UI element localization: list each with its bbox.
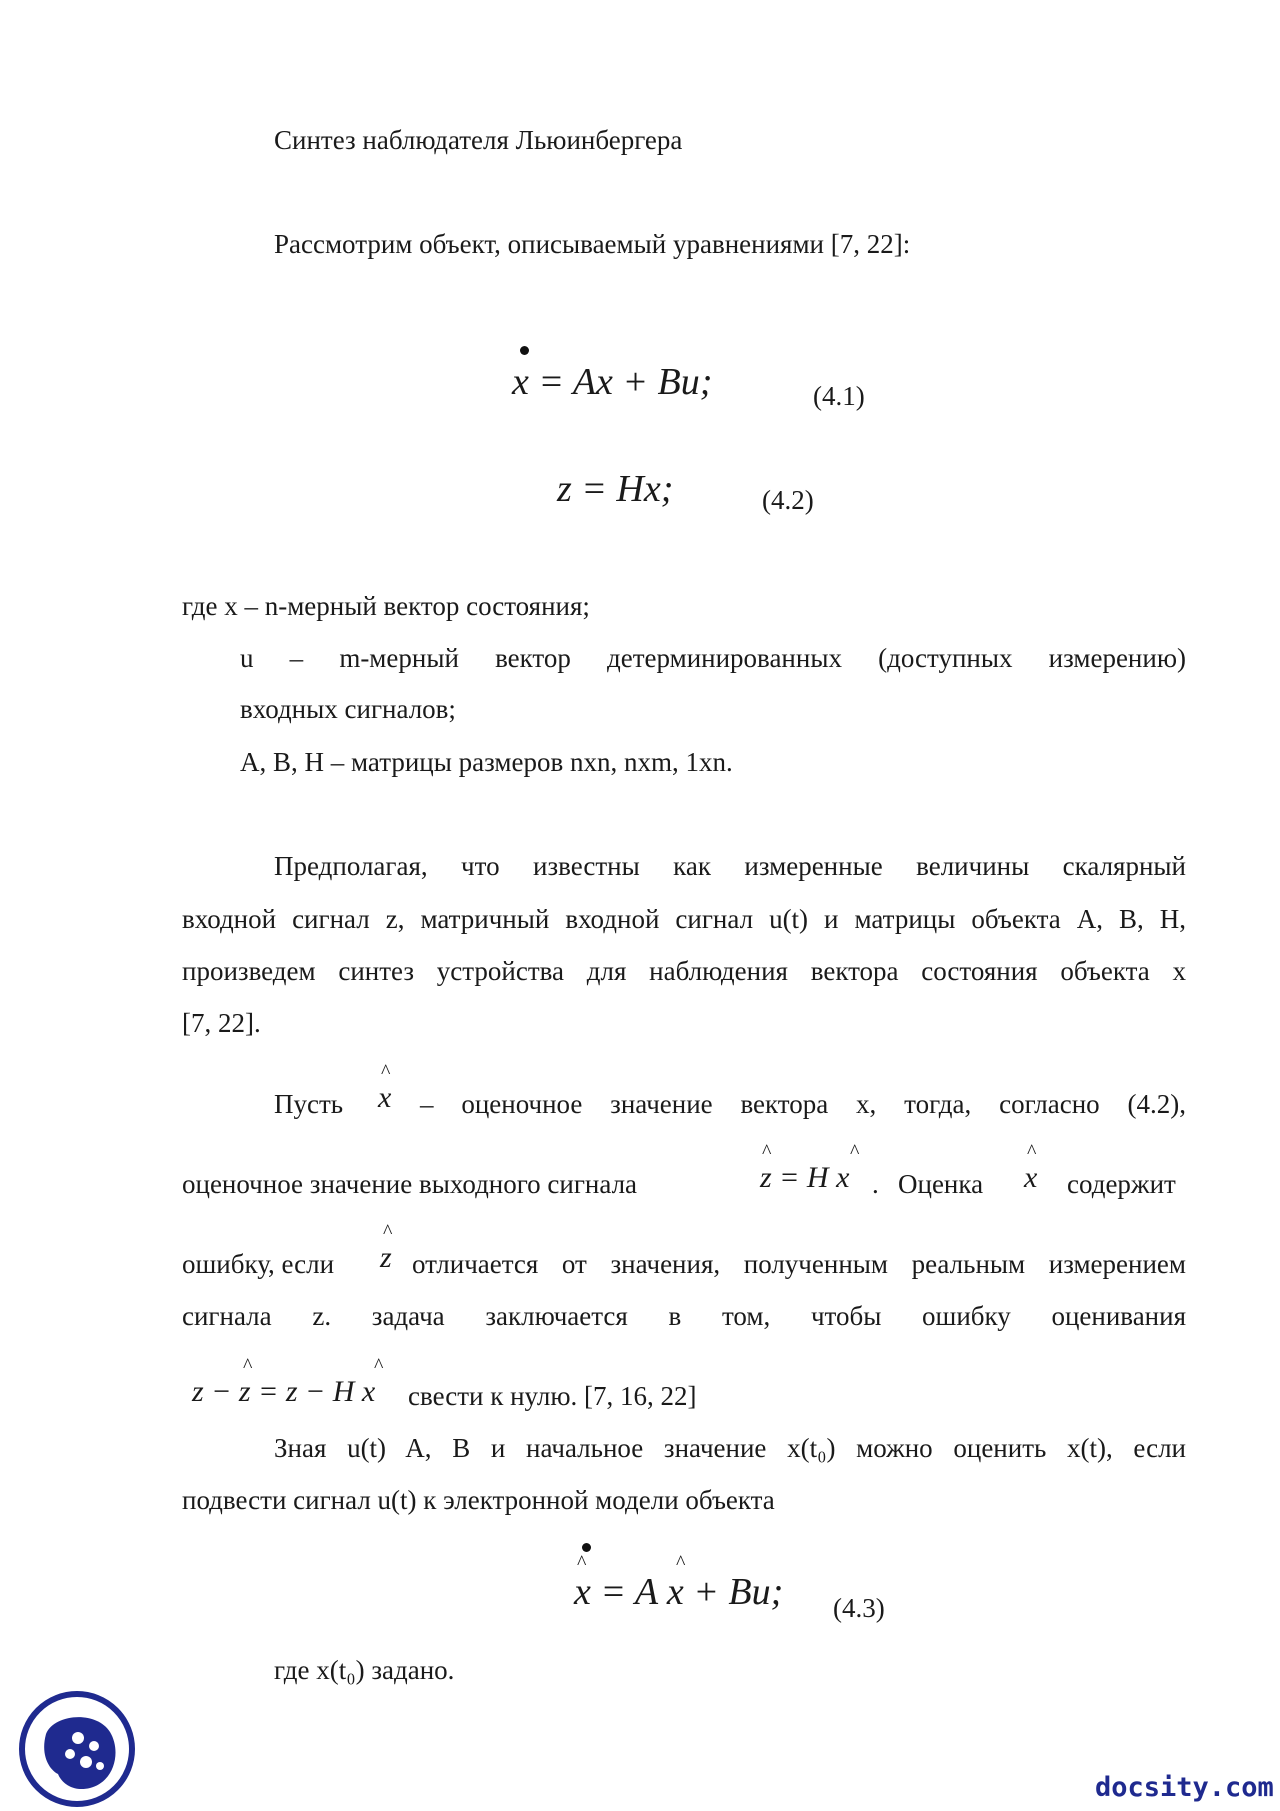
para2-line4: сигнала z. задача заключается в том, чтобы ошибку оценивания bbox=[182, 1301, 1186, 1331]
para2-line3-end: отличается от значения, полученным реальным измерением bbox=[412, 1249, 1186, 1279]
hat-mark-z2: ^ bbox=[383, 1221, 393, 1243]
para3-line1: Зная u(t) A, B и начальное значение x(t₀) можно оценить x(t), если bbox=[274, 1433, 1186, 1463]
hat-mark-z3: ^ bbox=[243, 1355, 253, 1377]
para2-line1-start: Пусть bbox=[274, 1089, 344, 1119]
derivative-dot bbox=[520, 346, 529, 355]
para2-line1-end: – оценочное значение вектора x, тогда, согласно (4.2), bbox=[420, 1089, 1186, 1119]
equation-4-1: x = Ax + Bu; bbox=[512, 361, 713, 403]
para1-line3: произведем синтез устройства для наблюдения вектора состояния объекта x bbox=[182, 956, 1186, 986]
hat-mark-x2: ^ bbox=[1027, 1141, 1037, 1163]
x-hat-symbol: x bbox=[378, 1081, 392, 1114]
para1-line1: Предполагая, что известны как измеренные величины скалярный bbox=[274, 851, 1186, 881]
para3-line2: подвести сигнал u(t) к электронной модели объекта bbox=[182, 1485, 775, 1515]
equation-number-4-1: (4.1) bbox=[813, 381, 865, 411]
para2-line2-start: оценочное значение выходного сигнала bbox=[182, 1169, 638, 1199]
z-hat-symbol: z bbox=[380, 1241, 392, 1274]
para1-line4: [7, 22]. bbox=[182, 1008, 261, 1038]
docsity-logo-icon bbox=[18, 1690, 136, 1808]
equation-number-4-3: (4.3) bbox=[833, 1593, 885, 1623]
hat-mark-x3: ^ bbox=[374, 1355, 384, 1377]
equation-z-hat: z = H x bbox=[760, 1161, 850, 1194]
para1-line2: входной сигнал z, матричный входной сигнал u(t) и матрицы объекта A, B, H, bbox=[182, 904, 1186, 934]
para2-line2-mid: Оценка bbox=[898, 1169, 984, 1199]
intro-text: Рассмотрим объект, описываемый уравнениями [7, 22]: bbox=[274, 229, 911, 259]
hat-mark-eq3-1: ^ bbox=[577, 1552, 587, 1574]
definition-matrices: A, B, H – матрицы размеров nxn, nxm, 1xn. bbox=[240, 747, 733, 777]
definition-x: где x – n-мерный вектор состояния; bbox=[182, 591, 590, 621]
final-line: где x(t₀) задано. bbox=[274, 1655, 455, 1685]
para2-line2-end: содержит bbox=[1067, 1169, 1176, 1199]
equation-number-4-2: (4.2) bbox=[762, 485, 814, 515]
x-hat-symbol-2: x bbox=[1024, 1161, 1038, 1194]
derivative-dot-2 bbox=[582, 1543, 591, 1552]
hat-mark-eq3-2: ^ bbox=[676, 1552, 686, 1574]
para2-line5: свести к нулю. [7, 16, 22] bbox=[408, 1381, 697, 1411]
equation-4-2: z = Hx; bbox=[557, 468, 674, 510]
para2-line3-start: ошибку, если bbox=[182, 1249, 335, 1279]
docsity-site-link[interactable]: docsity.com bbox=[1095, 1772, 1274, 1803]
error-equation: z − z = z − H x bbox=[192, 1375, 376, 1408]
hat-mark-x: ^ bbox=[850, 1141, 860, 1163]
definition-u-cont: входных сигналов; bbox=[240, 694, 456, 724]
equation-4-3: x = A x + Bu; bbox=[574, 1571, 784, 1613]
page-title: Синтез наблюдателя Льюинбергера bbox=[274, 125, 683, 155]
hat-mark: ^ bbox=[381, 1061, 391, 1083]
hat-mark-z: ^ bbox=[762, 1141, 772, 1163]
definition-u: u – m-мерный вектор детерминированных (доступных измерению) bbox=[240, 643, 1186, 673]
